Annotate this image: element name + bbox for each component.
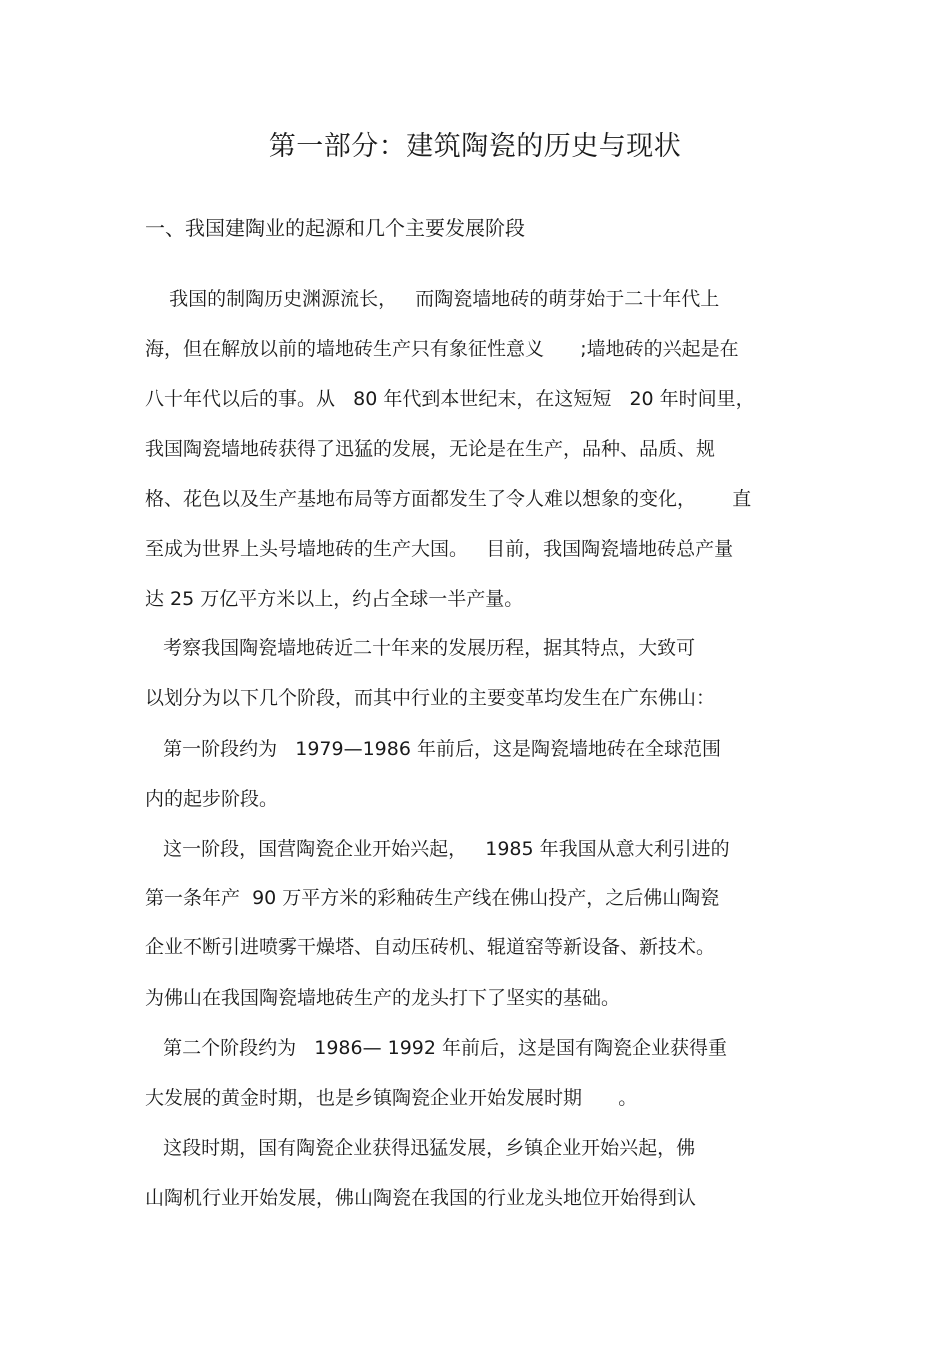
body-line: 大发展的黄金时期，也是乡镇陶瓷企业开始发展时期 。 (145, 1087, 638, 1109)
body-line: 第二个阶段约为 1986— 1992 年前后，这是国有陶瓷企业获得重 (145, 1037, 728, 1059)
body-line: 为佛山在我国陶瓷墙地砖生产的龙头打下了坚实的基础。 (145, 987, 621, 1009)
body-line: 第一条年产 90 万平方米的彩釉砖生产线在佛山投产，之后佛山陶瓷 (145, 887, 720, 909)
body-line: 我国的制陶历史渊源流长， 而陶瓷墙地砖的萌芽始于二十年代上 (145, 288, 720, 310)
body-line: 第一阶段约为 1979—1986 年前后，这是陶瓷墙地砖在全球范围 (145, 738, 721, 760)
page-title: 第一部分：建筑陶瓷的历史与现状 (268, 131, 682, 162)
body-line: 山陶机行业开始发展，佛山陶瓷在我国的行业龙头地位开始得到认 (145, 1187, 697, 1209)
body-line: 八十年代以后的事。从 80 年代到本世纪末，在这短短 20 年时间里， (145, 388, 755, 410)
body-line: 这一阶段，国营陶瓷企业开始兴起， 1985 年我国从意大利引进的 (145, 838, 730, 860)
body-line: 海，但在解放以前的墙地砖生产只有象征性意义 ;墙地砖的兴起是在 (145, 338, 739, 360)
body-line: 格、花色以及生产基地布局等方面都发生了令人难以想象的变化， 直 (145, 488, 752, 510)
body-line: 这段时期，国有陶瓷企业获得迅猛发展，乡镇企业开始兴起，佛 (145, 1137, 696, 1159)
body-line: 达 25 万亿平方米以上，约占全球一半产量。 (145, 588, 524, 610)
body-line: 企业不断引进喷雾干燥塔、自动压砖机、辊道窑等新设备、新技术。 (145, 936, 716, 958)
body-line: 考察我国陶瓷墙地砖近二十年来的发展历程，据其特点，大致可 (145, 637, 696, 659)
body-line: 以划分为以下几个阶段，而其中行业的主要变革均发生在广东佛山： (145, 687, 716, 709)
section-heading: 一、我国建陶业的起源和几个主要发展阶段 (145, 216, 525, 240)
body-line: 我国陶瓷墙地砖获得了迅猛的发展，无论是在生产，品种、品质、规 (145, 438, 716, 460)
body-line: 至成为世界上头号墙地砖的生产大国。 目前，我国陶瓷墙地砖总产量 (145, 538, 734, 560)
body-line: 内的起步阶段。 (145, 788, 279, 810)
